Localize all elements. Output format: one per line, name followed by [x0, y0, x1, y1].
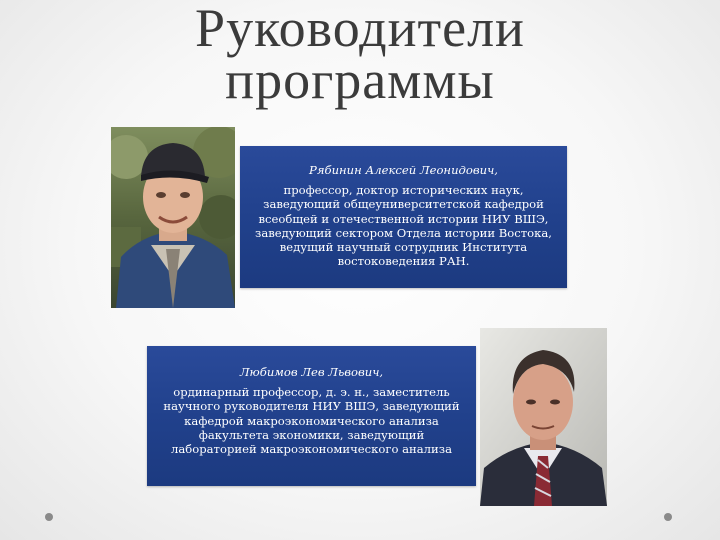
leader2-description: ординарный профессор, д. э. н., заместитель научного руководителя НИУ ВШЭ, заведующий кафедрой макроэкономического анализа факультета экономики, заведующий лабораторией макроэкономического анализа — [163, 385, 460, 457]
decorative-dot-left — [45, 513, 53, 521]
leader1-card — [240, 146, 567, 288]
leader2-name: Любимов Лев Львович, — [239, 365, 384, 379]
slide-title-line1: Руководители — [195, 0, 525, 58]
leader1-name: Рябинин Алексей Леонидович, — [309, 163, 498, 177]
leader2-card — [147, 346, 476, 486]
slide-title — [0, 0, 720, 110]
slide-title-line2: программы — [225, 50, 495, 110]
decorative-dot-right — [664, 513, 672, 521]
leader1-description: профессор, доктор исторических наук, заведующий общеуниверситетской кафедрой всеобщей и отечественной истории НИУ ВШЭ, заведующий сектором Отдела истории Востока, ведущий научный сотрудник Института востоковедения РАН. — [255, 183, 552, 269]
leader2-photo — [480, 328, 607, 506]
leader1-photo — [111, 127, 235, 308]
